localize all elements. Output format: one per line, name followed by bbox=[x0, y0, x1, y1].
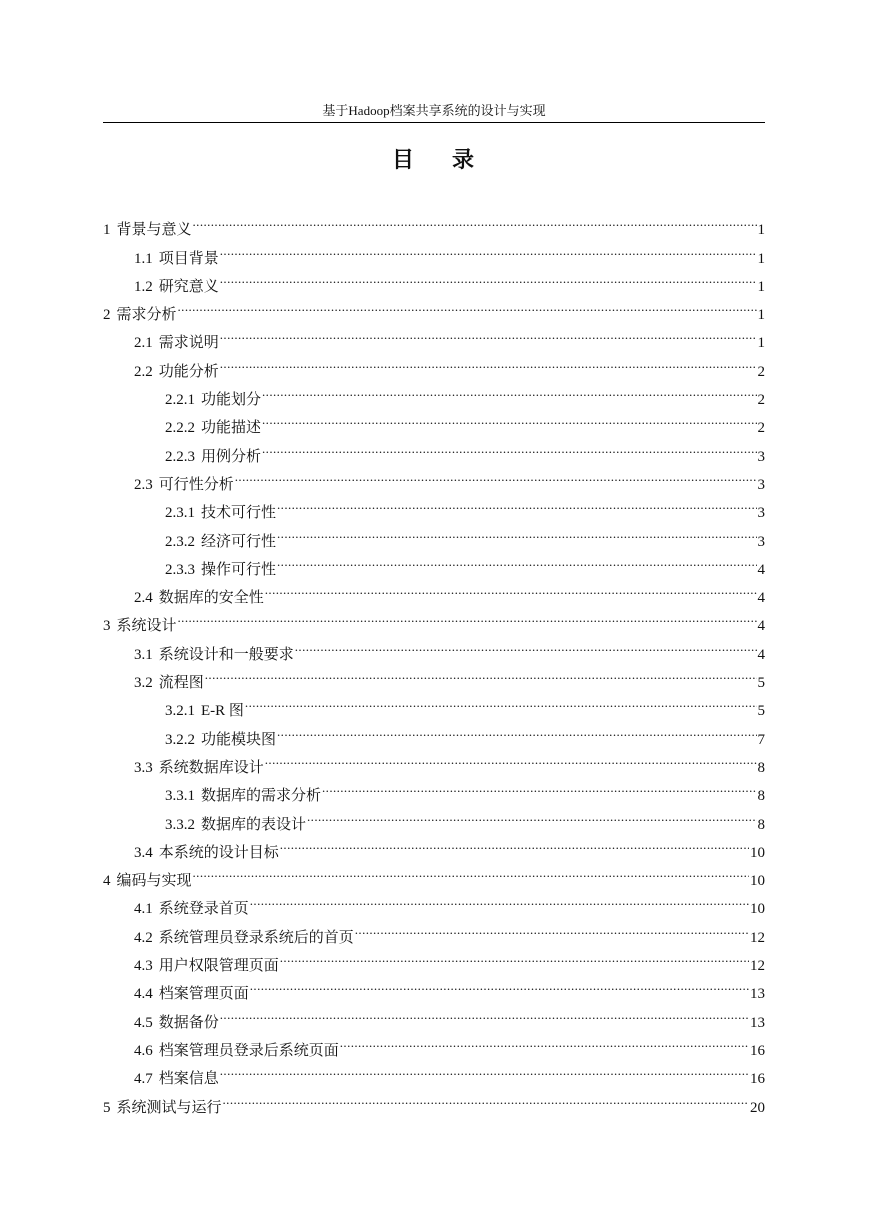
dot-leader bbox=[295, 630, 757, 658]
toc-entry-number: 4.6 bbox=[134, 1042, 153, 1059]
toc-entry-label: 本系统的设计目标 bbox=[158, 844, 279, 861]
toc-entry-label: 数据库的表设计 bbox=[201, 816, 307, 833]
toc-entry-label: 用例分析 bbox=[201, 448, 262, 465]
toc-entry-number: 3.1 bbox=[134, 646, 153, 663]
dot-leader bbox=[220, 234, 757, 262]
toc-entry-number: 2.2.1 bbox=[165, 392, 195, 409]
toc-entry-label: 背景与意义 bbox=[116, 222, 192, 239]
toc-entry-page-number: 16 bbox=[750, 1071, 765, 1088]
toc-entry-page-number: 7 bbox=[757, 731, 765, 748]
toc-entry-number: 1.2 bbox=[134, 278, 153, 295]
toc-entry-label: E-R 图 bbox=[201, 703, 244, 720]
toc-entry-label: 系统测试与运行 bbox=[116, 1099, 222, 1116]
toc-entry-label: 档案信息 bbox=[158, 1071, 219, 1088]
toc-entry[interactable] bbox=[103, 319, 765, 352]
dot-leader bbox=[220, 319, 757, 347]
dot-leader bbox=[355, 913, 749, 941]
toc-entry-label: 档案管理员登录后系统页面 bbox=[158, 1042, 339, 1059]
toc-entry-page-number: 1 bbox=[757, 335, 765, 352]
toc-entry-page-number: 2 bbox=[757, 420, 765, 437]
toc-entry-page-number: 1 bbox=[757, 278, 765, 295]
toc-entry-label: 经济可行性 bbox=[201, 533, 277, 550]
toc-entry-label: 流程图 bbox=[158, 675, 204, 692]
toc-entry-number: 2.1 bbox=[134, 335, 153, 352]
toc-entry-number: 3.3.2 bbox=[165, 816, 195, 833]
dot-leader bbox=[277, 517, 756, 545]
dot-leader bbox=[265, 574, 757, 602]
toc-entry-label: 功能描述 bbox=[201, 420, 262, 437]
dot-leader bbox=[277, 489, 756, 517]
header-divider bbox=[103, 122, 765, 123]
toc-entry-number: 1 bbox=[103, 222, 111, 239]
toc-entry-number: 1.1 bbox=[134, 250, 153, 267]
toc-entry-number: 2.2 bbox=[134, 363, 153, 380]
toc-entry-label: 技术可行性 bbox=[201, 505, 277, 522]
dot-leader bbox=[277, 715, 756, 743]
toc-entry-number: 2.2.3 bbox=[165, 448, 195, 465]
dot-leader bbox=[262, 432, 756, 460]
toc-entry-page-number: 10 bbox=[750, 901, 765, 918]
toc-entry-number: 4.1 bbox=[134, 901, 153, 918]
toc-entry-page-number: 4 bbox=[757, 561, 765, 578]
toc-entry-label: 项目背景 bbox=[158, 250, 219, 267]
toc-entry-label: 系统登录首页 bbox=[158, 901, 249, 918]
toc-entry[interactable] bbox=[103, 234, 765, 267]
toc-entry-number: 2.3.1 bbox=[165, 505, 195, 522]
toc-entry-number: 2.4 bbox=[134, 590, 153, 607]
toc-entry-label: 系统数据库设计 bbox=[158, 759, 264, 776]
dot-leader bbox=[250, 885, 749, 913]
toc-entry-page-number: 2 bbox=[757, 363, 765, 380]
toc-title-part1: 目 bbox=[391, 148, 416, 173]
dot-leader bbox=[193, 857, 749, 885]
toc-entry-page-number: 20 bbox=[750, 1099, 765, 1116]
toc-entry-label: 研究意义 bbox=[158, 278, 219, 295]
dot-leader bbox=[220, 263, 757, 291]
toc-title bbox=[103, 146, 765, 176]
dot-leader bbox=[262, 404, 756, 432]
toc-entry-page-number: 10 bbox=[750, 873, 765, 890]
dot-leader bbox=[178, 602, 757, 630]
toc-entry-page-number: 3 bbox=[757, 505, 765, 522]
toc-entry-number: 3.2.2 bbox=[165, 731, 195, 748]
toc-entry-page-number: 8 bbox=[757, 759, 765, 776]
toc-entry[interactable] bbox=[103, 630, 765, 663]
toc-entry-page-number: 1 bbox=[757, 307, 765, 324]
toc-entry-number: 3.2.1 bbox=[165, 703, 195, 720]
toc-entry-page-number: 8 bbox=[757, 816, 765, 833]
table-of-contents bbox=[103, 206, 765, 1116]
toc-entry-page-number: 3 bbox=[757, 533, 765, 550]
dot-leader bbox=[220, 1055, 749, 1083]
dot-leader bbox=[340, 1027, 749, 1055]
dot-leader bbox=[277, 546, 756, 574]
toc-entry-page-number: 5 bbox=[757, 703, 765, 720]
toc-entry-number: 3 bbox=[103, 618, 111, 635]
toc-entry-page-number: 3 bbox=[757, 476, 765, 493]
toc-entry-label: 数据库的需求分析 bbox=[201, 788, 322, 805]
toc-entry-page-number: 2 bbox=[757, 392, 765, 409]
toc-entry-page-number: 1 bbox=[757, 250, 765, 267]
dot-leader bbox=[262, 376, 756, 404]
toc-entry-label: 系统设计 bbox=[116, 618, 177, 635]
toc-entry-label: 可行性分析 bbox=[158, 476, 234, 493]
toc-entry-number: 2.3 bbox=[134, 476, 153, 493]
toc-entry-page-number: 16 bbox=[750, 1042, 765, 1059]
dot-leader bbox=[280, 942, 749, 970]
toc-entry-label: 编码与实现 bbox=[116, 873, 192, 890]
toc-entry-page-number: 12 bbox=[750, 958, 765, 975]
toc-entry[interactable] bbox=[103, 857, 765, 890]
toc-entry-label: 数据库的安全性 bbox=[158, 590, 264, 607]
toc-entry-number: 4.3 bbox=[134, 958, 153, 975]
dot-leader bbox=[322, 772, 756, 800]
toc-entry-page-number: 5 bbox=[757, 675, 765, 692]
toc-entry[interactable] bbox=[103, 602, 765, 635]
toc-entry-page-number: 10 bbox=[750, 844, 765, 861]
toc-entry-label: 档案管理页面 bbox=[158, 986, 249, 1003]
toc-entry-number: 3.4 bbox=[134, 844, 153, 861]
toc-entry-page-number: 4 bbox=[757, 590, 765, 607]
toc-entry-number: 3.3 bbox=[134, 759, 153, 776]
dot-leader bbox=[307, 800, 756, 828]
toc-entry[interactable] bbox=[103, 206, 765, 239]
toc-entry-page-number: 12 bbox=[750, 929, 765, 946]
dot-leader bbox=[193, 206, 757, 234]
toc-entry-page-number: 4 bbox=[757, 646, 765, 663]
toc-entry-number: 4.5 bbox=[134, 1014, 153, 1031]
toc-entry-label: 功能分析 bbox=[158, 363, 219, 380]
toc-entry-page-number: 13 bbox=[750, 1014, 765, 1031]
toc-title-part2: 录 bbox=[452, 148, 477, 173]
toc-entry-label: 功能划分 bbox=[201, 392, 262, 409]
toc-entry-page-number: 3 bbox=[757, 448, 765, 465]
dot-leader bbox=[235, 461, 757, 489]
dot-leader bbox=[178, 291, 757, 319]
toc-entry[interactable] bbox=[103, 885, 765, 918]
dot-leader bbox=[220, 998, 749, 1026]
toc-entry-number: 4.2 bbox=[134, 929, 153, 946]
toc-entry-label: 系统设计和一般要求 bbox=[158, 646, 294, 663]
toc-entry-number: 3.3.1 bbox=[165, 788, 195, 805]
toc-entry-label: 数据备份 bbox=[158, 1014, 219, 1031]
toc-entry-label: 需求分析 bbox=[116, 307, 177, 324]
toc-entry-number: 4.7 bbox=[134, 1071, 153, 1088]
dot-leader bbox=[220, 347, 757, 375]
dot-leader bbox=[205, 659, 757, 687]
toc-entry-page-number: 4 bbox=[757, 618, 765, 635]
toc-entry[interactable] bbox=[103, 291, 765, 324]
dot-leader bbox=[265, 744, 757, 772]
running-header: 基于Hadoop档案共享系统的设计与实现 bbox=[322, 103, 546, 118]
toc-entry-number: 4 bbox=[103, 873, 111, 890]
toc-entry-label: 操作可行性 bbox=[201, 561, 277, 578]
dot-leader bbox=[280, 829, 749, 857]
toc-entry-page-number: 13 bbox=[750, 986, 765, 1003]
toc-entry-number: 2.3.2 bbox=[165, 533, 195, 550]
dot-leader bbox=[245, 687, 757, 715]
toc-entry-label: 用户权限管理页面 bbox=[158, 958, 279, 975]
toc-entry-number: 5 bbox=[103, 1099, 111, 1116]
toc-entry-number: 2.2.2 bbox=[165, 420, 195, 437]
dot-leader bbox=[223, 1083, 749, 1111]
toc-entry-label: 功能模块图 bbox=[201, 731, 277, 748]
toc-entry-page-number: 1 bbox=[757, 222, 765, 239]
toc-entry-label: 系统管理员登录系统后的首页 bbox=[158, 929, 354, 946]
dot-leader bbox=[250, 970, 749, 998]
toc-entry-number: 3.2 bbox=[134, 675, 153, 692]
toc-entry-label: 需求说明 bbox=[158, 335, 219, 352]
toc-entry-page-number: 8 bbox=[757, 788, 765, 805]
toc-entry-number: 4.4 bbox=[134, 986, 153, 1003]
toc-entry-number: 2 bbox=[103, 307, 111, 324]
toc-entry-number: 2.3.3 bbox=[165, 561, 195, 578]
